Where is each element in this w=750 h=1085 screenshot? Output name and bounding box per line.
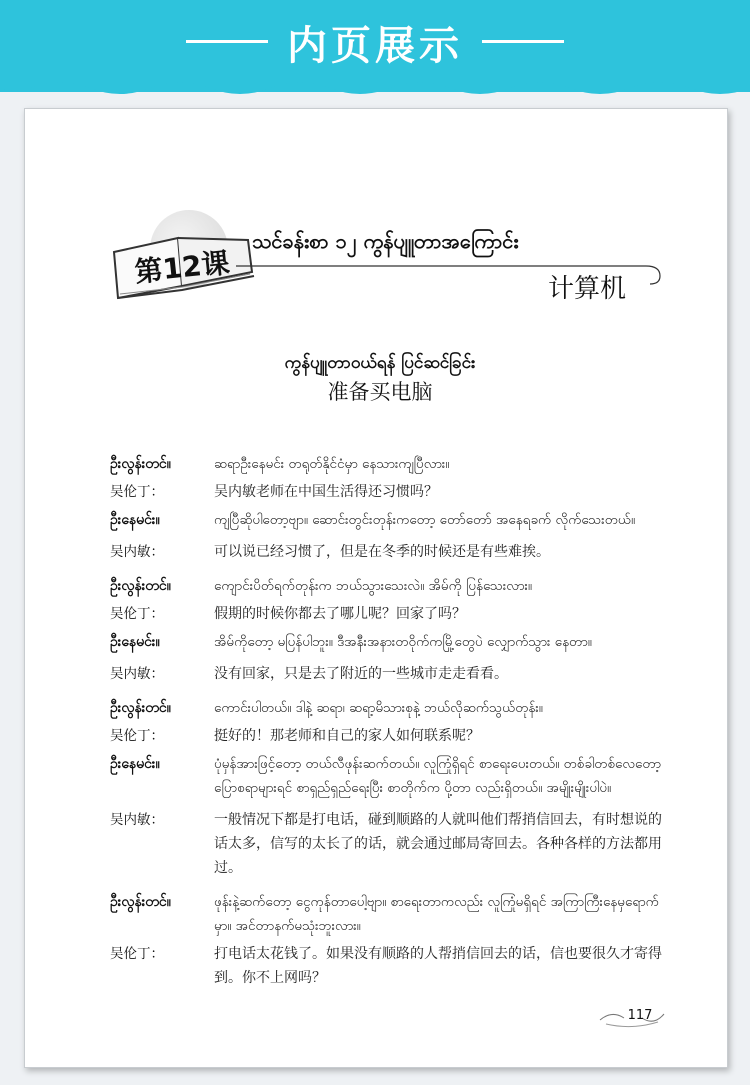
speaker-label: ဦးလွန်းတင်။ [110,700,171,716]
dialogue-text: 吴内敏老师在中国生活得还习惯吗？ [214,484,438,500]
dialogue-text: 打电话太花钱了。如果没有顺路的人帮捎信回去的话，信也要很久才寄得到。你不上网吗？ [214,946,662,986]
dialogue-line [110,696,670,720]
dialogue-line [110,808,670,880]
lesson-title-myanmar: သင်ခန်းစာ ၁၂ ကွန်ပျူတာအကြောင်း [252,229,519,253]
speaker-label: ဦးလွန်းတင်။ [110,456,171,472]
dialogue-line [110,662,670,686]
dialogue-line [110,574,670,598]
dialogue-list [110,452,670,994]
dialogue-line [110,452,670,476]
speaker-label: 吴内敏： [110,544,164,560]
dialogue-text: အိမ်ကိုတော့ မပြန်ပါဘူး။ ဒီအနီးအနားတဝိုက်ကမြို့တွေပဲ လျှောက်သွား နေတာ။ [214,634,592,650]
speaker-label: ဦးနေမင်း။ [110,634,160,650]
speaker-label: 吴伦丁： [110,606,164,622]
speaker-label: ဦးလွန်းတင်။ [110,578,171,594]
dialogue-line [110,508,670,532]
lesson-title-chinese: 计算机 [548,274,627,304]
dialogue-text: ကောင်းပါတယ်။ ဒါနဲ့ ဆရာ၊ ဆရာ့မိသားစုနဲ့ ဘယ်လိုဆက်သွယ်တုန်း။ [214,700,543,716]
page-number: 117 [627,1008,653,1023]
speaker-label: 吴内敏： [110,812,164,828]
dialogue-line [110,602,670,626]
section-title-chinese: 准备买电脑 [327,380,433,404]
dialogue-text: 没有回家，只是去了附近的一些城市走走看看。 [214,666,508,682]
dialogue-line [110,942,670,990]
speaker-label: 吴伦丁： [110,728,164,744]
dialogue-text: ဖုန်းနဲ့ဆက်တော့ ငွေကုန်တာပေါ့ဗျာ။ စာရေးတာကလည်း လူကြုံမရှိရင် အကြာကြီးနေမှရောက်မှာ။ အင်တာနက်မသုံးဘူးလား။ [214,894,659,934]
speaker-label: ဦးနေမင်း။ [110,756,160,772]
dialogue-text: 一般情况下都是打电话，碰到顺路的人就叫他们帮捎信回去，有时想说的话太多，信写的太长了的话，就会通过邮局寄回去。各种各样的方法都用过。 [214,812,662,876]
dialogue-text: 可以说已经习惯了，但是在冬季的时候还是有些难挨。 [214,544,550,560]
dialogue-text: ကျပြီဆိုပါတော့ဗျာ။ ဆောင်းတွင်းတုန်းကတော့ တော်တော် အနေရခက် လိုက်သေးတယ်။ [214,512,636,528]
banner-wave-decoration [0,70,750,110]
dialogue-line [110,890,670,938]
banner-title: 内页展示 [287,23,463,69]
dialogue-line [110,630,670,654]
speaker-label: ဦးလွန်းတင်။ [110,894,171,910]
dialogue-line [110,480,670,504]
speaker-label: 吴伦丁： [110,484,164,500]
speaker-label: 吴内敏： [110,666,164,682]
dialogue-line [110,724,670,748]
dialogue-text: 挺好的！那老师和自己的家人如何联系呢？ [214,728,480,744]
section-title-myanmar: ကွန်ပျူတာဝယ်ရန် ပြင်ဆင်ခြင်း [284,353,476,373]
dialogue-text: ပုံမှန်အားဖြင့်တော့ တယ်လီဖုန်းဆက်တယ်။ လူကြုံရှိရင် စာရေးပေးတယ်။ တစ်ခါတစ်လေတော့ ပြောစရာများရင် စာရှည်ရှည်ရေးပြီး စာတိုက်က ပို့တာ လည်းရှိတယ်။ အမျိုးမျိုးပါပဲ။ [214,756,662,796]
dialogue-text: 假期的时候你都去了哪儿呢？回家了吗？ [214,606,466,622]
dialogue-line [110,752,670,800]
speaker-label: ဦးနေမင်း။ [110,512,160,528]
speaker-label: 吴伦丁： [110,946,164,962]
lesson-number-label: 第12课 [133,246,232,289]
dialogue-line [110,540,670,564]
dialogue-text: ကျောင်းပိတ်ရက်တုန်းက ဘယ်သွားသေးလဲ။ အိမ်ကို ပြန်သေးလား။ [214,578,533,594]
dialogue-text: ဆရာဦးနေမင်း တရုတ်နိုင်ငံမှာ နေသားကျပြီလား။ [214,456,450,472]
